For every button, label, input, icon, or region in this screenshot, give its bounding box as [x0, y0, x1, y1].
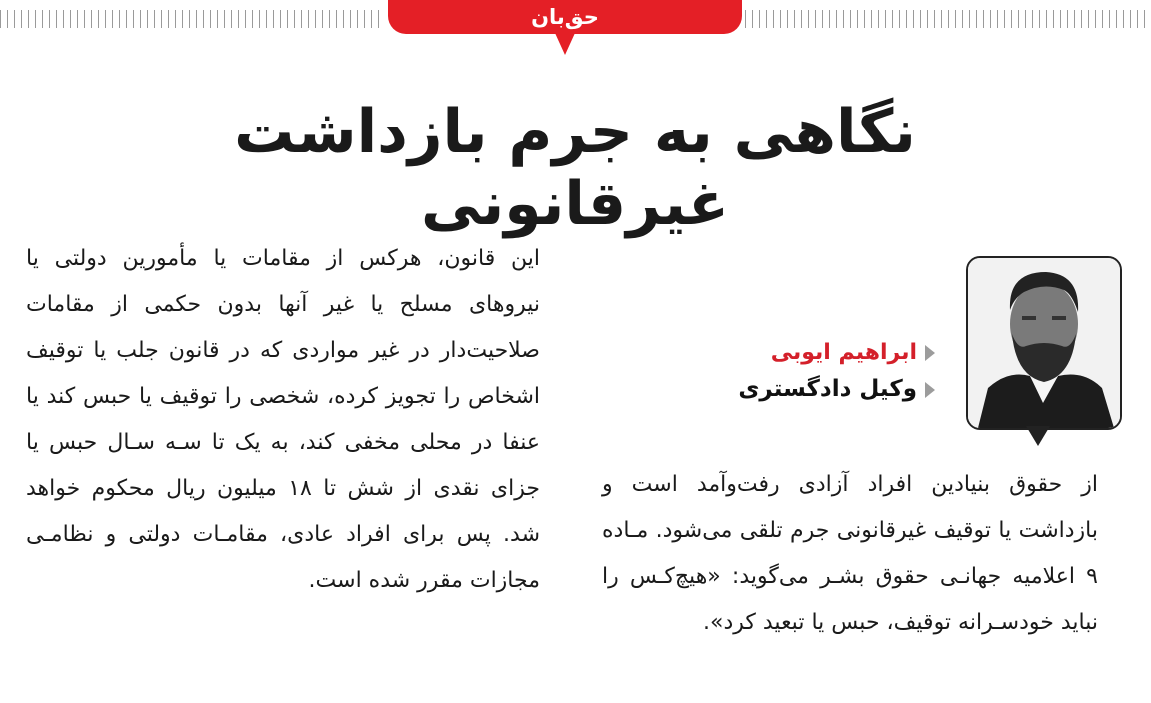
- triangle-bullet-icon: [925, 382, 935, 398]
- headline: نگاهی به جرم بازداشت غیرقانونی: [234, 97, 916, 239]
- decorative-rule-left: [0, 10, 384, 28]
- section-tag-label: حق‌بان: [531, 5, 599, 29]
- author-title-text: وکیل دادگستری: [738, 376, 917, 402]
- author-title: [738, 376, 935, 402]
- article-column-right: از حقوق بنیادین افراد آزادی رفت‌وآمد است و بازداشت یا توقیف غیرقانونی جرم تلقی می‌شود. مـاده ۹ اعلامیه جهانـی حقوق بشـر می‌گوید: «هیچ‌کـس را نباید خودسـرانه توقیف، حبس یا تبعید کرد».: [602, 472, 1098, 635]
- article-column-left: این قانون، هرکس از مقامات یا مأمورین دولتی یا نیروهای مسلح یا غیر آنها بدون حکمی از مقامات صلاحیت‌دار در غیر مواردی که در قانون جلب یا توقیف اشخاص را تجویز کرده، شخصی را توقیف یا حبس کند یا عنفا در محلی مخفی کند، به یک تا سـه سـال حبس یا جزای نقدی از شش تا ۱۸ میلیون ریال محکوم خواهد شد. پس برای افراد عادی، مقامـات دولتی و نظامـی مجازات مقرر شده است.: [26, 246, 540, 593]
- triangle-bullet-icon: [925, 345, 935, 361]
- author-portrait: [968, 258, 1120, 428]
- author-name: [771, 340, 935, 365]
- author-photo-frame: [966, 256, 1122, 430]
- section-tag: [388, 0, 742, 34]
- author-name-text: ابراهیم ایوبی: [770, 340, 917, 365]
- decorative-rule-right: [745, 10, 1151, 28]
